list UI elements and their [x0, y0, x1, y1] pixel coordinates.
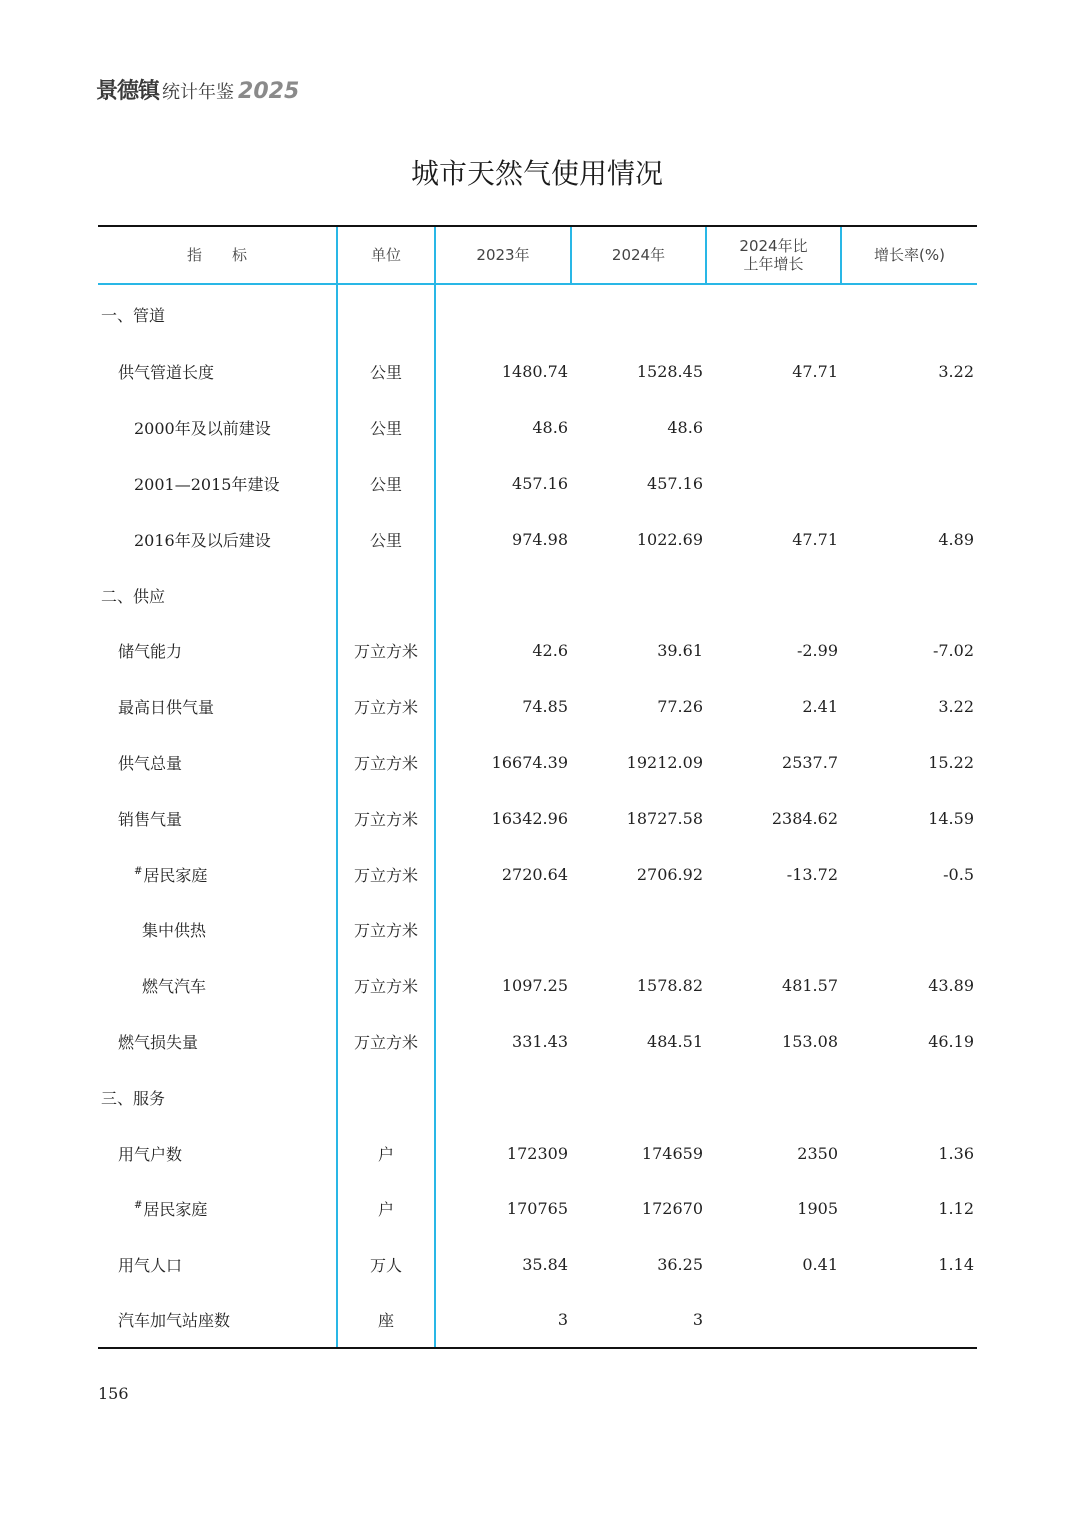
table-row	[98, 1237, 977, 1293]
value-cell-rate: 1.12	[938, 1199, 974, 1219]
indicator-label: 用气人口	[118, 1256, 183, 1276]
value-cell-increase	[706, 1293, 841, 1349]
indicator-cell	[98, 1293, 337, 1349]
value-cell-rate	[841, 456, 977, 512]
indicator-label: 二、供应	[101, 586, 166, 606]
of-which-mark: #	[134, 865, 143, 877]
value-cell-v2023: 172309	[506, 1143, 568, 1163]
value-cell-v2024: 172670	[641, 1199, 703, 1219]
indicator-cell	[98, 902, 337, 958]
table-row	[98, 1293, 977, 1349]
indicator-label: 居民家庭	[143, 1200, 208, 1220]
value-cell-increase	[706, 567, 841, 623]
value-cell-v2023: 974.98	[512, 529, 568, 549]
value-cell-v2023: 2720.64	[501, 864, 568, 884]
indicator-label: 三、服务	[101, 1088, 166, 1108]
indicator-cell	[98, 735, 337, 791]
value-cell-v2023: 48.6	[532, 418, 568, 438]
value-cell-increase: 47.71	[792, 529, 838, 549]
indicator-label: 销售气量	[118, 809, 183, 829]
value-cell-increase: 2537.7	[782, 752, 838, 772]
value-cell-v2024: 484.51	[647, 1031, 703, 1051]
value-cell-v2024: 2706.92	[636, 864, 703, 884]
unit-cell: 万立方米	[337, 623, 435, 679]
value-cell-v2023: 3	[435, 1293, 571, 1349]
indicator-cell	[98, 1237, 337, 1293]
value-cell-v2023	[435, 284, 571, 344]
value-cell-v2023: 74.85	[522, 697, 568, 717]
unit-cell	[337, 284, 435, 344]
value-cell-increase	[706, 456, 841, 512]
value-cell-v2024: 18727.58	[626, 808, 703, 828]
value-cell-rate	[841, 902, 977, 958]
table-row	[98, 1125, 977, 1181]
unit-cell: 户	[337, 1181, 435, 1237]
value-cell-rate: -0.5	[943, 864, 974, 884]
unit-cell: 公里	[337, 400, 435, 456]
indicator-cell	[98, 1069, 337, 1125]
indicator-label: 集中供热	[142, 921, 207, 941]
value-cell-rate: 3.22	[938, 697, 974, 717]
indicator-cell	[98, 679, 337, 735]
col-header-unit: 单位	[337, 226, 435, 284]
gas-usage-table	[98, 225, 977, 1349]
value-cell-increase: 481.57	[782, 976, 838, 996]
value-cell-rate: -7.02	[932, 641, 974, 661]
value-cell-v2024	[571, 902, 706, 958]
value-cell-v2024: 1022.69	[636, 529, 703, 549]
unit-cell: 公里	[337, 456, 435, 512]
value-cell-increase: 2350	[797, 1143, 838, 1163]
table-row	[98, 1181, 977, 1237]
value-cell-v2024	[571, 567, 706, 623]
value-cell-rate	[841, 567, 977, 623]
value-cell-increase: 2.41	[802, 697, 838, 717]
indicator-cell	[98, 400, 337, 456]
value-cell-increase: -13.72	[786, 864, 838, 884]
indicator-label: 用气户数	[118, 1144, 183, 1164]
indicator-label: 2001—2015年建设	[134, 474, 280, 494]
unit-cell: 万立方米	[337, 958, 435, 1014]
value-cell-v2023: 35.84	[522, 1255, 568, 1275]
indicator-label: 最高日供气量	[118, 698, 215, 718]
value-cell-rate: 43.89	[928, 976, 974, 996]
table-row	[98, 846, 977, 902]
value-cell-rate: 15.22	[928, 752, 974, 772]
value-cell-increase	[706, 400, 841, 456]
indicator-label: 燃气汽车	[142, 977, 207, 997]
unit-cell: 座	[337, 1293, 435, 1349]
value-cell-v2024: 1528.45	[636, 362, 703, 382]
indicator-label: 燃气损失量	[118, 1032, 199, 1052]
value-cell-rate	[841, 1293, 977, 1349]
indicator-cell	[98, 511, 337, 567]
col-header-indicator: 指 标	[98, 226, 337, 284]
value-cell-v2023: 42.6	[532, 641, 568, 661]
table-row	[98, 1014, 977, 1070]
value-cell-v2024: 1578.82	[636, 976, 703, 996]
indicator-cell	[98, 1014, 337, 1070]
value-cell-rate	[841, 1069, 977, 1125]
value-cell-rate: 3.22	[938, 362, 974, 382]
unit-cell: 公里	[337, 344, 435, 400]
table-row	[98, 511, 977, 567]
value-cell-increase	[706, 284, 841, 344]
indicator-cell	[98, 567, 337, 623]
indicator-cell	[98, 1125, 337, 1181]
table-row	[98, 1069, 977, 1125]
value-cell-rate: 1.36	[938, 1143, 974, 1163]
table-row	[98, 902, 977, 958]
indicator-cell	[98, 958, 337, 1014]
value-cell-increase: 2384.62	[771, 808, 838, 828]
value-cell-v2024	[571, 1069, 706, 1125]
value-cell-v2024: 36.25	[657, 1255, 703, 1275]
indicator-label: 供气总量	[118, 753, 183, 773]
value-cell-increase: 153.08	[782, 1031, 838, 1051]
table-row	[98, 284, 977, 344]
unit-cell: 户	[337, 1125, 435, 1181]
unit-cell	[337, 1069, 435, 1125]
value-cell-increase: 0.41	[802, 1255, 838, 1275]
value-cell-v2024: 48.6	[667, 418, 703, 438]
value-cell-increase: 47.71	[792, 362, 838, 382]
indicator-label: 储气能力	[118, 642, 183, 662]
indicator-label: 一、管道	[101, 306, 166, 325]
unit-cell: 万立方米	[337, 902, 435, 958]
unit-cell: 万人	[337, 1237, 435, 1293]
indicator-label: 供气管道长度	[118, 363, 215, 383]
value-cell-v2023	[435, 1069, 571, 1125]
value-cell-v2024: 457.16	[647, 473, 703, 493]
indicator-cell	[98, 284, 337, 344]
unit-cell: 万立方米	[337, 679, 435, 735]
value-cell-increase	[706, 1069, 841, 1125]
unit-cell: 万立方米	[337, 790, 435, 846]
col-header-2024: 2024年	[571, 226, 706, 284]
table-row	[98, 344, 977, 400]
indicator-label: 2016年及以后建设	[134, 530, 271, 550]
indicator-label: 居民家庭	[143, 865, 208, 885]
value-cell-rate: 1.14	[938, 1255, 974, 1275]
value-cell-v2023: 16342.96	[491, 808, 568, 828]
value-cell-v2024: 77.26	[657, 697, 703, 717]
value-cell-increase: 1905	[797, 1199, 838, 1219]
of-which-mark: #	[134, 1200, 143, 1212]
table-row	[98, 679, 977, 735]
indicator-cell	[98, 790, 337, 846]
table-row	[98, 456, 977, 512]
table-row	[98, 790, 977, 846]
header-year: 2025	[238, 79, 300, 104]
table-header-row	[98, 226, 977, 284]
indicator-cell	[98, 1181, 337, 1237]
value-cell-v2024: 174659	[641, 1143, 703, 1163]
value-cell-v2024: 3	[571, 1293, 706, 1349]
unit-cell: 万立方米	[337, 846, 435, 902]
col-header-rate: 增长率(%)	[841, 226, 977, 284]
indicator-cell	[98, 344, 337, 400]
unit-cell	[337, 567, 435, 623]
value-cell-v2023	[435, 567, 571, 623]
value-cell-rate: 4.89	[938, 529, 974, 549]
value-cell-v2023	[435, 902, 571, 958]
table-row	[98, 958, 977, 1014]
unit-cell: 公里	[337, 511, 435, 567]
value-cell-v2024: 19212.09	[626, 752, 703, 772]
value-cell-v2023: 1480.74	[501, 362, 568, 382]
value-cell-v2024	[571, 284, 706, 344]
table-row	[98, 567, 977, 623]
value-cell-v2023: 16674.39	[491, 752, 568, 772]
table-row	[98, 735, 977, 791]
value-cell-v2023: 457.16	[512, 473, 568, 493]
value-cell-increase	[706, 902, 841, 958]
unit-cell: 万立方米	[337, 1014, 435, 1070]
table-row	[98, 623, 977, 679]
value-cell-rate: 46.19	[928, 1031, 974, 1051]
indicator-label: 汽车加气站座数	[118, 1311, 231, 1331]
value-cell-rate: 14.59	[928, 808, 974, 828]
table-row	[98, 400, 977, 456]
indicator-cell	[98, 456, 337, 512]
value-cell-v2023: 170765	[506, 1199, 568, 1219]
page-title: 城市天然气使用情况	[410, 157, 663, 190]
header-yearbook: 统计年鉴	[162, 82, 235, 103]
header-brand: 景德镇	[96, 79, 160, 104]
unit-cell: 万立方米	[337, 735, 435, 791]
indicator-label: 2000年及以前建设	[134, 419, 271, 439]
col-header-increase: 2024年比 上年增长	[706, 226, 841, 284]
value-cell-v2023: 1097.25	[501, 976, 568, 996]
indicator-cell	[98, 846, 337, 902]
value-cell-v2024: 39.61	[657, 641, 703, 661]
running-header	[96, 74, 299, 105]
col-header-2023: 2023年	[435, 226, 571, 284]
value-cell-rate	[841, 400, 977, 456]
value-cell-increase: -2.99	[796, 641, 838, 661]
value-cell-rate	[841, 284, 977, 344]
indicator-cell	[98, 623, 337, 679]
page-number: 156	[98, 1384, 129, 1403]
value-cell-v2023: 331.43	[512, 1031, 568, 1051]
